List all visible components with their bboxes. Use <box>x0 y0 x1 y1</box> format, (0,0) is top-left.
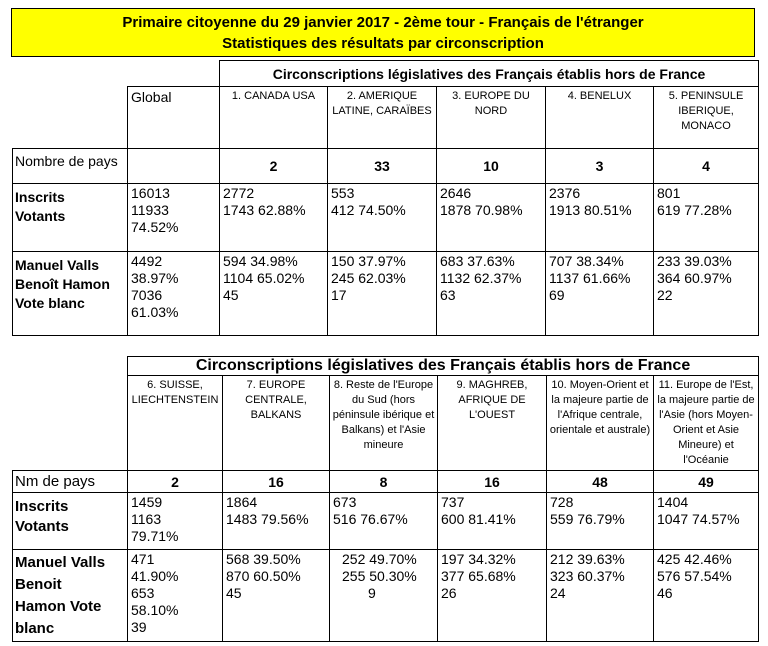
votants-value: 600 81.41% <box>441 511 516 527</box>
valls-value: 425 42.46% <box>657 551 732 567</box>
label-hamon: Benoît Hamon <box>15 276 110 292</box>
column-header: 3. EUROPE DU NORD <box>437 87 546 149</box>
blanc-value: 9 <box>368 585 376 601</box>
column-header: 4. BENELUX <box>546 87 654 149</box>
inscrits-value: 1459 <box>131 494 163 510</box>
valls-value: 471 <box>131 551 155 567</box>
valls-value: 150 37.97% <box>331 253 406 269</box>
inscrits-cell <box>547 493 654 550</box>
inscrits-value: 1404 <box>657 494 689 510</box>
global-hamon: 7036 <box>131 287 163 303</box>
hamon-pct: 58.10% <box>131 602 179 618</box>
global-votants-pct: 74.52% <box>131 219 179 235</box>
row-label-nombre-pays: Nombre de pays <box>13 149 128 184</box>
inscrits-value: 728 <box>550 494 574 510</box>
pays-count: 3 <box>546 149 654 184</box>
hamon-value: 1137 61.66% <box>549 270 631 286</box>
inscrits-cell <box>330 493 438 550</box>
hamon-value: 377 65.68% <box>441 568 516 584</box>
candidats-cell <box>330 550 438 642</box>
hamon-value: 245 62.03% <box>331 270 406 286</box>
blanc-value: 26 <box>441 585 457 601</box>
inscrits-cell <box>328 184 437 252</box>
candidats-cell <box>223 550 330 642</box>
column-header: 7. EUROPE CENTRALE, BALKANS <box>223 376 330 471</box>
pays-count: 49 <box>654 471 759 493</box>
candidats-cell <box>654 252 759 336</box>
inscrits-value: 2772 <box>223 185 255 201</box>
label-blanc: blanc <box>15 620 55 637</box>
report-title: Primaire citoyenne du 29 janvier 2017 - 2ème tour - Français de l'étranger <box>122 14 644 31</box>
row-label-candidats <box>13 550 128 642</box>
votants-value: 1743 62.88% <box>223 202 306 218</box>
valls-value: 252 49.70% <box>342 551 417 567</box>
label-hamon-vote: Hamon Vote <box>15 598 102 615</box>
column-header: 8. Reste de l'Europe du Sud (hors péninsule ibérique et Balkans) et l'Asie mineure <box>330 376 438 471</box>
valls-value: 212 39.63% <box>550 551 625 567</box>
column-header: 10. Moyen-Orient et la majeure partie de l'Afrique centrale, orientale et australe) <box>547 376 654 471</box>
hamon-value: 1132 62.37% <box>440 270 522 286</box>
hamon-value: 576 57.54% <box>657 568 732 584</box>
candidats-cell <box>328 252 437 336</box>
pays-count: 2 <box>220 149 328 184</box>
inscrits-cell <box>654 493 759 550</box>
hamon-value: 870 60.50% <box>226 568 301 584</box>
inscrits-value: 737 <box>441 494 465 510</box>
pays-count: 16 <box>438 471 547 493</box>
hamon-value: 1104 65.02% <box>223 270 305 286</box>
blanc-value: 46 <box>657 585 673 601</box>
global-pays-cell <box>128 149 220 184</box>
label-inscrits: Inscrits <box>15 498 69 515</box>
hamon-value: 364 60.97% <box>657 270 732 286</box>
blank-corner <box>13 357 128 376</box>
global-inscrits-cell <box>128 184 220 252</box>
blank-corner <box>13 87 128 149</box>
pays-count: 2 <box>128 471 223 493</box>
votants-value: 1878 70.98% <box>440 202 523 218</box>
votants-value: 1047 74.57% <box>657 511 740 527</box>
valls-value: 197 34.32% <box>441 551 516 567</box>
inscrits-value: 673 <box>333 494 357 510</box>
hamon-value: 255 50.30% <box>342 568 417 584</box>
inscrits-cell <box>220 184 328 252</box>
global-header: Global <box>128 87 220 149</box>
valls-value: 568 39.50% <box>226 551 301 567</box>
candidats-cell <box>438 550 547 642</box>
label-votants: Votants <box>15 518 69 535</box>
blanc-value: 17 <box>331 287 347 303</box>
inscrits-value: 553 <box>331 185 355 201</box>
candidats-cell <box>546 252 654 336</box>
hamon-value: 653 <box>131 585 155 601</box>
column-header: 5. PENINSULE IBERIQUE, MONACO <box>654 87 759 149</box>
inscrits-cell <box>654 184 759 252</box>
column-header: 9. MAGHREB, AFRIQUE DE L'OUEST <box>438 376 547 471</box>
candidats-cell <box>547 550 654 642</box>
blanc-value: 22 <box>657 287 673 303</box>
row-label-candidats <box>13 252 128 336</box>
report-subtitle: Statistiques des résultats par circonscription <box>222 35 544 52</box>
circonscriptions-title: Circonscriptions législatives des Français établis hors de France <box>128 357 759 376</box>
pays-count: 10 <box>437 149 546 184</box>
candidats-cell <box>220 252 328 336</box>
pays-count: 16 <box>223 471 330 493</box>
valls-value: 233 39.03% <box>657 253 732 269</box>
inscrits-cell <box>223 493 330 550</box>
blank-corner <box>13 376 128 471</box>
blanc-value: 63 <box>440 287 456 303</box>
votants-value: 1913 80.51% <box>549 202 632 218</box>
hamon-value: 323 60.37% <box>550 568 625 584</box>
label-valls: Manuel Valls <box>15 257 100 273</box>
votants-value: 619 77.28% <box>657 202 732 218</box>
pays-count: 33 <box>328 149 437 184</box>
candidats-cell <box>437 252 546 336</box>
global-valls: 4492 <box>131 253 163 269</box>
global-hamon-pct: 61.03% <box>131 304 179 320</box>
inscrits-cell <box>128 493 223 550</box>
column-header: 11. Europe de l'Est, la majeure partie de l'Asie (hors Moyen-Orient et Asie Mineure) et l'Océanie <box>654 376 759 471</box>
blanc-value: 45 <box>223 287 239 303</box>
blank-corner <box>13 61 128 87</box>
column-header: 2. AMERIQUE LATINE, CARAÏBES <box>328 87 437 149</box>
circonscriptions-title: Circonscriptions législatives des Français établis hors de France <box>220 61 759 87</box>
inscrits-cell <box>438 493 547 550</box>
inscrits-value: 1864 <box>226 494 258 510</box>
votants-value: 1163 <box>131 511 162 527</box>
label-votants: Votants <box>15 208 66 224</box>
pays-count: 48 <box>547 471 654 493</box>
row-label-inscrits-votants <box>13 493 128 550</box>
pays-count: 8 <box>330 471 438 493</box>
votants-value: 559 76.79% <box>550 511 625 527</box>
blanc-value: 24 <box>550 585 566 601</box>
label-hamon: Benoit <box>15 576 62 593</box>
row-label-inscrits-votants <box>13 184 128 252</box>
pays-count: 4 <box>654 149 759 184</box>
results-table-2 <box>12 356 759 642</box>
row-label-nombre-pays: Nm de pays <box>13 471 128 493</box>
column-header: 1. CANADA USA <box>220 87 328 149</box>
votants-pct: 79.71% <box>131 528 179 544</box>
blanc-value: 39 <box>131 619 147 635</box>
global-inscrits: 16013 <box>131 185 170 201</box>
blanc-value: 45 <box>226 585 242 601</box>
label-valls: Manuel Valls <box>15 554 106 571</box>
results-table-1 <box>12 60 759 336</box>
inscrits-value: 2376 <box>549 185 581 201</box>
report-title-banner <box>11 8 755 57</box>
valls-value: 707 38.34% <box>549 253 624 269</box>
global-candidats-cell <box>128 252 220 336</box>
column-header: 6. SUISSE, LIECHTENSTEIN <box>128 376 223 471</box>
inscrits-cell <box>437 184 546 252</box>
valls-pct: 41.90% <box>131 568 179 584</box>
inscrits-cell <box>546 184 654 252</box>
global-votants: 11933 <box>131 202 169 218</box>
votants-value: 516 76.67% <box>333 511 408 527</box>
valls-value: 683 37.63% <box>440 253 515 269</box>
votants-value: 412 74.50% <box>331 202 406 218</box>
label-blanc: Vote blanc <box>15 295 85 311</box>
global-valls-pct: 38.97% <box>131 270 179 286</box>
candidats-cell <box>128 550 223 642</box>
blanc-value: 69 <box>549 287 565 303</box>
valls-value: 594 34.98% <box>223 253 298 269</box>
inscrits-value: 2646 <box>440 185 472 201</box>
candidats-cell <box>654 550 759 642</box>
blank-corner <box>128 61 220 87</box>
inscrits-value: 801 <box>657 185 681 201</box>
votants-value: 1483 79.56% <box>226 511 309 527</box>
label-inscrits: Inscrits <box>15 189 65 205</box>
